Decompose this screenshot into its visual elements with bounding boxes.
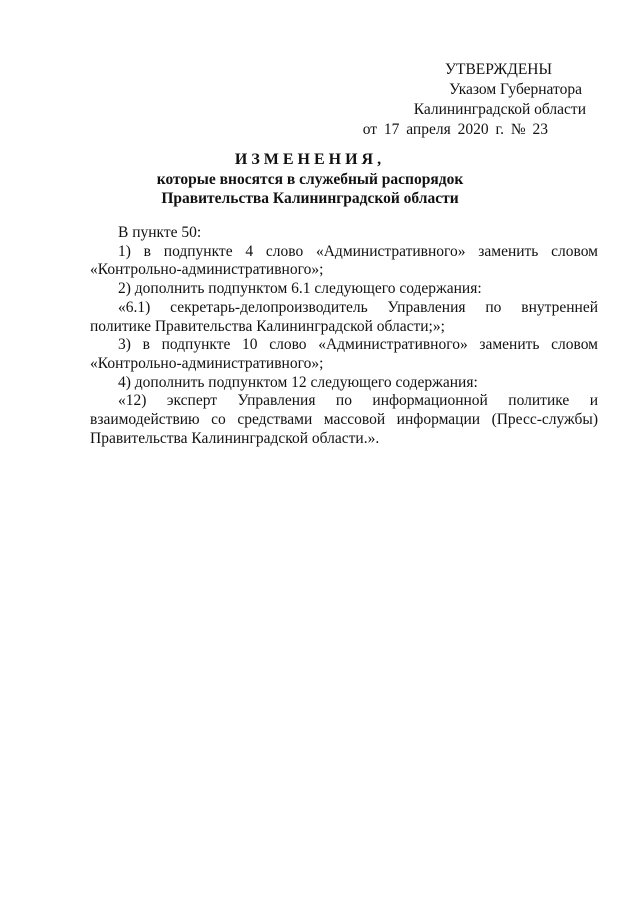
title-subtitle-line-2: Правительства Калининградской области	[161, 190, 459, 207]
approval-heading: УТВЕРЖДЕНЫ	[445, 61, 552, 78]
approval-region: Калининградской области	[413, 101, 586, 118]
title-main: ИЗМЕНЕНИЯ,	[234, 151, 386, 168]
paragraph-item-2: 2) дополнить подпунктом 6.1 следующего содержания:	[118, 280, 482, 298]
document-body	[90, 224, 598, 448]
title-subtitle-line-1: которые вносятся в служебный распорядок	[156, 171, 464, 188]
paragraph-intro: В пункте 50:	[118, 224, 202, 241]
document-title	[80, 150, 540, 208]
paragraph-item-3: 3) в подпункте 10 слово «Административного» заменить словом «Контрольно-административного»;	[90, 336, 598, 372]
approval-issuer: Указом Губернатора	[449, 81, 582, 98]
paragraph-item-4-text: «12) эксперт Управления по информационной политике и взаимодействию со средствами массовой информации (Пресс-службы) Правительства Калининградской области.».	[90, 392, 598, 447]
approval-date-number: от 17 апреля 2020 г. № 23	[362, 121, 548, 138]
approval-stamp	[326, 60, 586, 140]
paragraph-item-2-text: «6.1) секретарь-делопроизводитель Управления по внутренней политике Правительства Калининградской области;»;	[90, 298, 598, 335]
paragraph-item-4: 4) дополнить подпунктом 12 следующего содержания:	[118, 373, 478, 391]
paragraph-item-1: 1) в подпункте 4 слово «Административного» заменить словом «Контрольно-административного»;	[90, 242, 598, 279]
